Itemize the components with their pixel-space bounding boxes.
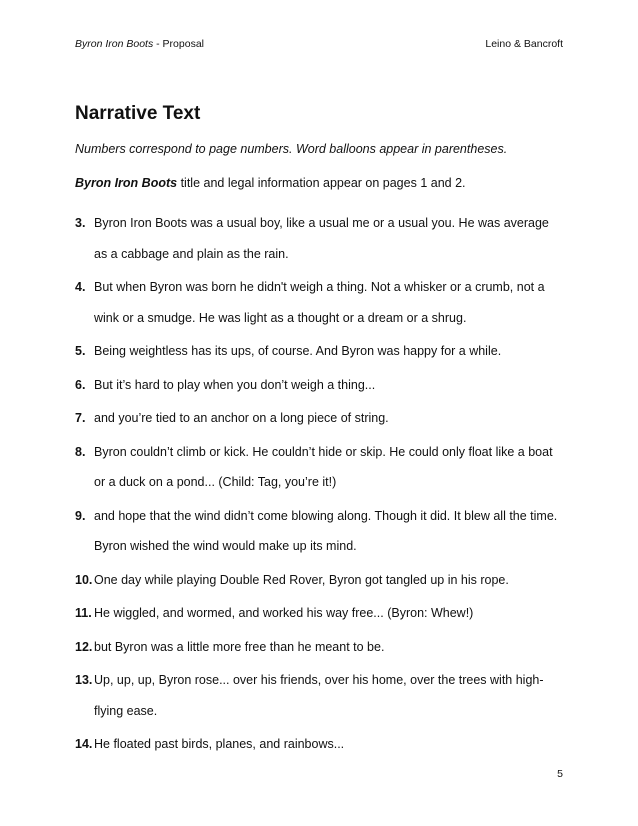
item-page-number: 4.	[75, 280, 86, 294]
header-authors: Leino & Bancroft	[485, 38, 563, 50]
narrative-item	[75, 501, 565, 562]
narrative-item	[75, 272, 565, 333]
item-text: Being weightless has its ups, of course. And Byron was happy for a while.	[94, 344, 502, 358]
item-text: One day while playing Double Red Rover, Byron got tangled up in his rope.	[94, 572, 509, 587]
item-page-number: 9.	[75, 508, 86, 523]
narrative-item	[75, 598, 565, 629]
narrative-item	[75, 665, 565, 726]
narrative-item	[75, 370, 565, 401]
item-page-number: 14.	[75, 737, 93, 751]
section-subheading: Numbers correspond to page numbers. Word balloons appear in parentheses.	[75, 142, 508, 156]
item-page-number: 7.	[75, 411, 86, 425]
narrative-item	[75, 336, 565, 367]
item-text: But when Byron was born he didn't weigh a thing. Not a whisker or a crumb, not a wink or a smudge. He was light as a thought or a dream or a shrug.	[94, 280, 545, 325]
item-page-number: 13.	[75, 673, 93, 687]
item-page-number: 5.	[75, 344, 86, 358]
item-page-number: 12.	[75, 639, 93, 654]
intro-bold-title: Byron Iron Boots	[75, 176, 178, 190]
item-text: Byron couldn’t climb or kick. He couldn’t hide or skip. He could only float like a boat or a duck on a pond... (Child: Tag, you’re it!)	[94, 444, 553, 489]
narrative-item	[75, 565, 565, 596]
narrative-item	[75, 208, 565, 269]
item-text: He wiggled, and wormed, and worked his way free... (Byron: Whew!)	[94, 606, 474, 620]
item-text: But it’s hard to play when you don’t weigh a thing...	[94, 377, 376, 392]
item-page-number: 6.	[75, 377, 86, 392]
item-text: Byron Iron Boots was a usual boy, like a usual me or a usual you. He was average as a cabbage and plain as the rain.	[94, 216, 549, 261]
item-text: He floated past birds, planes, and rainbows...	[94, 737, 345, 751]
item-page-number: 10.	[75, 572, 93, 587]
header-title-italic: Byron Iron Boots	[75, 38, 154, 50]
item-text: Up, up, up, Byron rose... over his friends, over his home, over the trees with high-flying ease.	[94, 673, 544, 718]
item-page-number: 11.	[75, 606, 92, 620]
narrative-item	[75, 437, 565, 498]
item-page-number: 3.	[75, 216, 86, 230]
narrative-item	[75, 729, 565, 760]
item-text: and you’re tied to an anchor on a long piece of string.	[94, 411, 389, 425]
section-heading: Narrative Text	[75, 103, 201, 124]
page-number: 5	[557, 768, 563, 780]
narrative-item	[75, 632, 565, 663]
header-title-suffix: - Proposal	[153, 38, 204, 50]
intro-rest: title and legal information appear on pages 1 and 2.	[177, 176, 466, 190]
item-page-number: 8.	[75, 444, 86, 459]
narrative-list	[75, 208, 565, 763]
item-text: but Byron was a little more free than he meant to be.	[94, 639, 385, 654]
item-text: and hope that the wind didn’t come blowing along. Though it did. It blew all the time. Byron wished the wind would make up its mind.	[94, 508, 558, 553]
header-doc-title	[75, 38, 204, 50]
narrative-item	[75, 403, 565, 434]
intro-line	[75, 176, 466, 190]
